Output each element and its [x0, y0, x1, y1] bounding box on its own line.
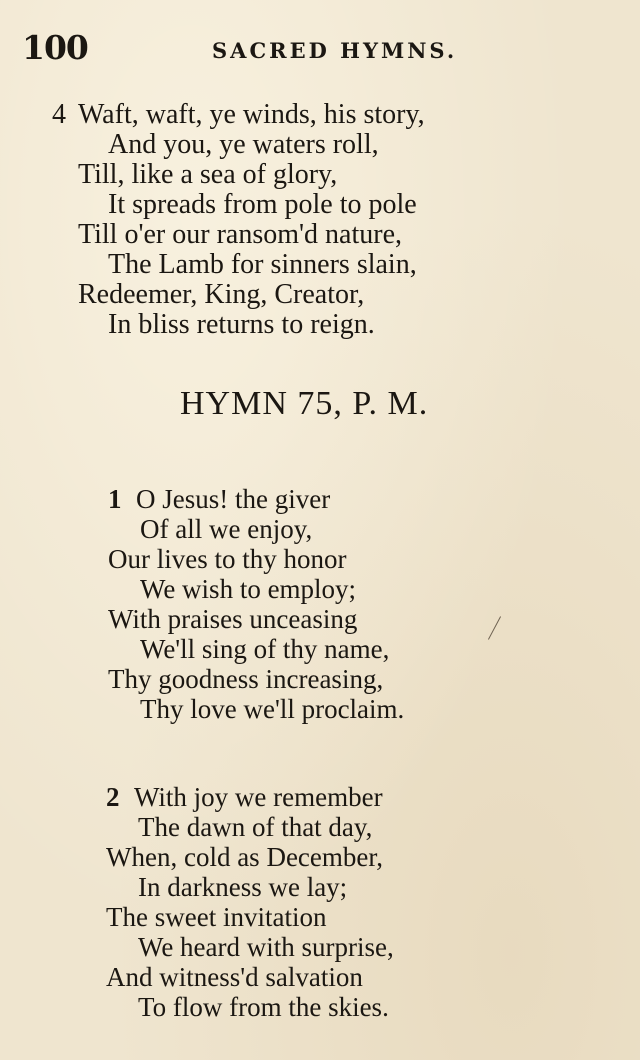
verse-line: 4 Waft, waft, ye winds, his story, — [52, 99, 425, 130]
verse-line: The dawn of that day, — [138, 812, 373, 842]
verse-line: Our lives to thy honor — [108, 544, 347, 574]
stanza-2 — [106, 782, 394, 1022]
verse-line: Till, like a sea of glory, — [78, 159, 338, 190]
verse-line: The sweet invitation — [106, 902, 327, 932]
verse-line: The Lamb for sinners slain, — [108, 249, 417, 280]
verse-line: 2 With joy we remember — [106, 782, 383, 812]
hymn-title: HYMN 75, P. M. — [180, 385, 429, 422]
stanza-number: 4 — [52, 99, 66, 130]
running-head: SACRED HYMNS. — [212, 38, 458, 63]
verse-line: It spreads from pole to pole — [108, 189, 417, 220]
verse-line: In bliss returns to reign. — [108, 309, 375, 340]
verse-line: We wish to employ; — [140, 574, 357, 604]
stanza-number: 1 — [108, 484, 122, 514]
verse-line: When, cold as December, — [106, 842, 384, 872]
stray-pencil-mark — [488, 616, 501, 639]
stanza-4 — [52, 100, 425, 340]
verse-line: Redeemer, King, Creator, — [78, 279, 365, 310]
verse-line: Of all we enjoy, — [140, 514, 313, 544]
verse-line: Till o'er our ransom'd nature, — [78, 219, 403, 250]
verse-line: We heard with surprise, — [138, 932, 394, 962]
verse-line: And witness'd salvation — [106, 962, 363, 992]
verse-line: Thy love we'll proclaim. — [140, 694, 405, 724]
verse-line: To flow from the skies. — [138, 992, 389, 1022]
page-number: 100 — [22, 28, 88, 67]
stanza-1 — [108, 484, 404, 724]
verse-line: Thy goodness increasing, — [108, 664, 384, 694]
verse-line: 1 O Jesus! the giver — [108, 484, 331, 514]
verse-line: We'll sing of thy name, — [140, 634, 390, 664]
verse-line: In darkness we lay; — [138, 872, 348, 902]
verse-line: With praises unceasing — [108, 604, 358, 634]
verse-line: And you, ye waters roll, — [108, 129, 379, 160]
stanza-number: 2 — [106, 782, 120, 812]
